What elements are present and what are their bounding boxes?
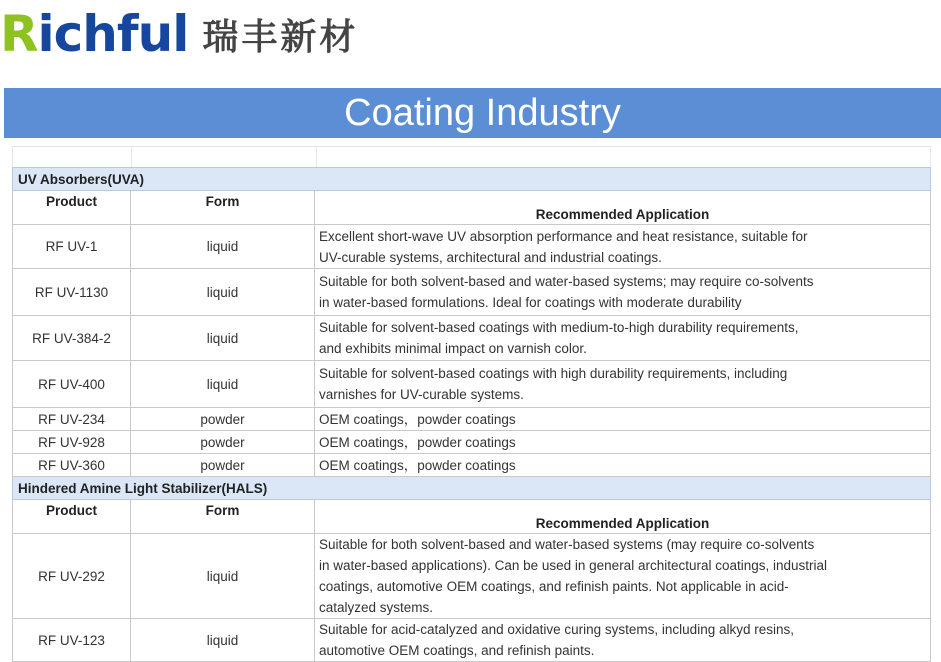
page-title-banner: Coating Industry — [4, 88, 941, 138]
application-line: Suitable for both solvent-based and water-based systems; may require co-solvents — [319, 274, 814, 289]
form-cell: powder — [131, 454, 315, 477]
application-cell — [315, 454, 931, 477]
application-cell — [315, 269, 931, 316]
application-cell — [315, 619, 931, 662]
form-cell: liquid — [131, 619, 315, 662]
section-title: UV Absorbers(UVA) — [13, 168, 931, 191]
section-header-row — [13, 477, 931, 500]
form-cell: liquid — [131, 534, 315, 619]
application-cell — [315, 225, 931, 269]
form-cell: powder — [131, 431, 315, 454]
form-cell: liquid — [131, 225, 315, 269]
application-line: in water-based formulations. Ideal for coatings with moderate durability — [319, 295, 742, 310]
application-line: OEM coatings，powder coatings — [319, 411, 516, 427]
product-cell: RF UV-384-2 — [13, 316, 131, 361]
table-row — [13, 269, 931, 316]
logo-letters-ichful: ichful — [37, 5, 189, 63]
form-cell: liquid — [131, 316, 315, 361]
application-line: and exhibits minimal impact on varnish color. — [319, 341, 587, 356]
table-row — [13, 454, 931, 477]
brand-logo — [0, 4, 358, 64]
product-cell: RF UV-234 — [13, 408, 131, 431]
application-line: automotive OEM coatings, and refinish paints. — [319, 643, 595, 658]
column-header-application: Recommended Application — [315, 500, 931, 534]
application-cell — [315, 431, 931, 454]
spreadsheet-blank-row — [12, 146, 931, 167]
form-cell: liquid — [131, 361, 315, 408]
application-line: UV-curable systems, architectural and industrial coatings. — [319, 249, 662, 265]
form-cell: liquid — [131, 269, 315, 316]
table-row — [13, 225, 931, 269]
table-row — [13, 619, 931, 662]
product-cell: RF UV-292 — [13, 534, 131, 619]
form-cell: powder — [131, 408, 315, 431]
application-line: Excellent short-wave UV absorption performance and heat resistance, suitable for — [319, 228, 808, 244]
product-cell: RF UV-928 — [13, 431, 131, 454]
logo-wordmark — [0, 4, 188, 64]
application-line: coatings, automotive OEM coatings, and refinish paints. Not applicable in acid- — [319, 579, 789, 594]
column-header-product: Product — [13, 500, 131, 534]
column-header-row — [13, 191, 931, 225]
product-sheet — [12, 146, 931, 662]
application-line: Suitable for both solvent-based and water-based systems (may require co-solvents — [319, 537, 815, 552]
column-header-product: Product — [13, 191, 131, 225]
product-table — [12, 167, 931, 662]
column-header-row — [13, 500, 931, 534]
product-cell: RF UV-360 — [13, 454, 131, 477]
logo-letter-r: R — [0, 5, 38, 63]
application-cell — [315, 408, 931, 431]
application-line: varnishes for UV-curable systems. — [319, 387, 524, 402]
product-cell: RF UV-400 — [13, 361, 131, 408]
application-cell — [315, 534, 931, 619]
product-cell: RF UV-1130 — [13, 269, 131, 316]
column-header-form: Form — [131, 191, 315, 225]
application-cell — [315, 316, 931, 361]
application-line: Suitable for acid-catalyzed and oxidative curing systems, including alkyd resins, — [319, 622, 794, 637]
section-title: Hindered Amine Light Stabilizer(HALS) — [13, 477, 931, 500]
table-row — [13, 316, 931, 361]
section-header-row — [13, 168, 931, 191]
table-row — [13, 534, 931, 619]
application-line: Suitable for solvent-based coatings with high durability requirements, including — [319, 366, 788, 381]
application-cell — [315, 361, 931, 408]
application-line: in water-based applications). Can be used in general architectural coatings, industrial — [319, 558, 828, 573]
application-line: OEM coatings，powder coatings — [319, 457, 516, 473]
application-line: catalyzed systems. — [319, 600, 434, 615]
product-cell: RF UV-123 — [13, 619, 131, 662]
column-header-form: Form — [131, 500, 315, 534]
logo-chinese-name: 瑞丰新材 — [202, 16, 359, 58]
table-row — [13, 431, 931, 454]
application-line: Suitable for solvent-based coatings with medium-to-high durability requirements, — [319, 320, 799, 335]
column-header-application: Recommended Application — [315, 191, 931, 225]
application-line: OEM coatings，powder coatings — [319, 434, 516, 450]
table-row — [13, 408, 931, 431]
product-cell: RF UV-1 — [13, 225, 131, 269]
table-row — [13, 361, 931, 408]
